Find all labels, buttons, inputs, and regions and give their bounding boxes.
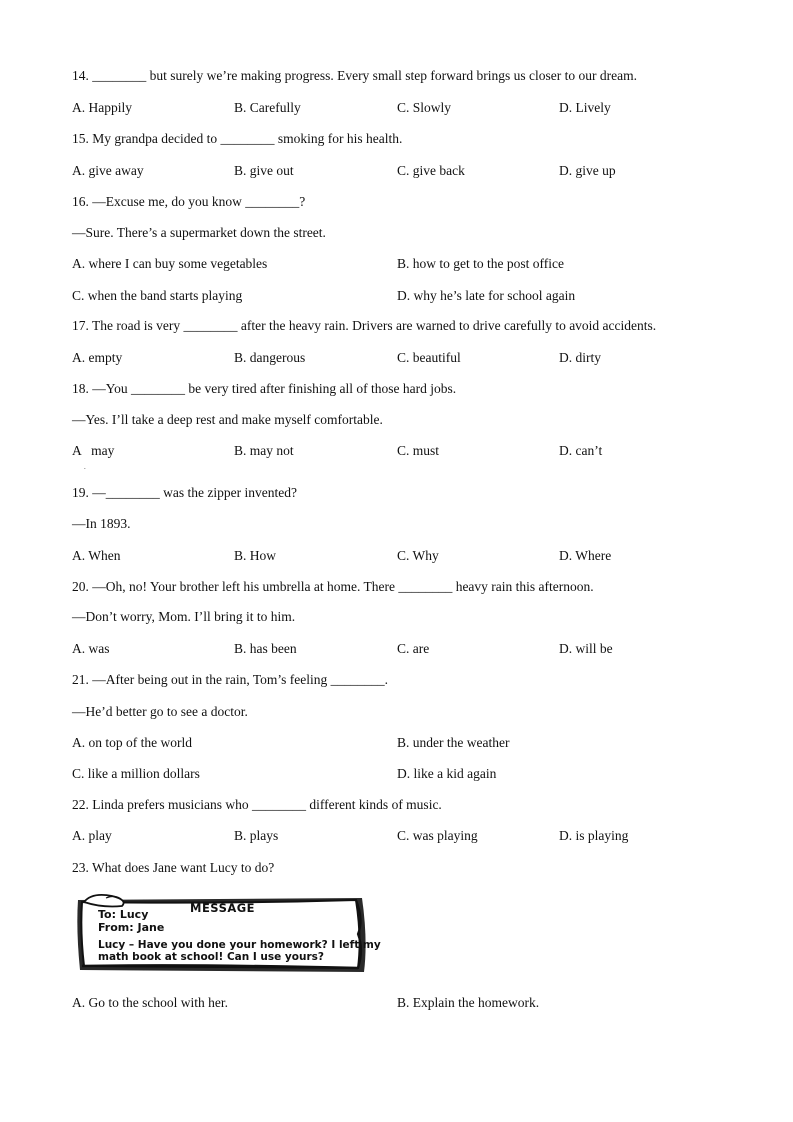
q18-option-c: C. must: [397, 443, 440, 458]
q19-option-c: C. Why: [397, 548, 439, 563]
q21-option-d: D. like a kid again: [397, 766, 497, 781]
q15-option-d: D. give up: [559, 163, 616, 178]
q16-dialogue-reply: —Sure. There’s a supermarket down the street.: [72, 225, 326, 240]
question-17-stem: 17. The road is very ________ after the heavy rain. Drivers are warned to drive carefully to avoid accidents.: [72, 318, 657, 333]
q18-option-b: B. may not: [234, 443, 294, 458]
q20-option-a: A. was: [72, 641, 110, 656]
q20-dialogue-reply: —Don’t worry, Mom. I’ll bring it to him.: [72, 609, 296, 624]
question-18-stem: 18. —You ________ be very tired after finishing all of those hard jobs.: [72, 381, 457, 396]
q17-option-a: A. empty: [72, 350, 123, 365]
stray-mark: .: [84, 463, 86, 471]
note-body-line-2: math book at school! Can I use yours?: [98, 951, 324, 963]
q23-option-b: B. Explain the homework.: [397, 995, 540, 1010]
q20-option-c: C. are: [397, 641, 430, 656]
question-23-stem: 23. What does Jane want Lucy to do?: [72, 860, 275, 875]
q19-option-d: D. Where: [559, 548, 612, 563]
q14-option-c: C. Slowly: [397, 100, 452, 115]
q19-option-a: A. When: [72, 548, 121, 563]
q21-option-c: C. like a million dollars: [72, 766, 200, 781]
q22-option-b: B. plays: [234, 828, 279, 843]
q17-option-b: B. dangerous: [234, 350, 306, 365]
note-title: MESSAGE: [190, 901, 256, 915]
q15-option-c: C. give back: [397, 163, 465, 178]
question-22-stem: 22. Linda prefers musicians who ________ different kinds of music.: [72, 797, 442, 812]
q18-option-d: D. can’t: [559, 443, 603, 458]
note-from: From: Jane: [98, 921, 165, 934]
q16-option-b: B. how to get to the post office: [397, 256, 564, 271]
q16-option-c: C. when the band starts playing: [72, 288, 243, 303]
q16-option-a: A. where I can buy some vegetables: [72, 256, 268, 271]
q15-option-b: B. give out: [234, 163, 294, 178]
q22-option-a: A. play: [72, 828, 112, 843]
q14-option-a: A. Happily: [72, 100, 132, 115]
note-to: To: Lucy: [98, 908, 149, 921]
q15-option-a: A. give away: [72, 163, 144, 178]
q17-option-d: D. dirty: [559, 350, 601, 365]
question-15-stem: 15. My grandpa decided to ________ smoking for his health.: [72, 131, 403, 146]
q23-option-a: A. Go to the school with her.: [72, 995, 228, 1010]
q19-dialogue-reply: —In 1893.: [72, 516, 131, 531]
q14-option-b: B. Carefully: [234, 100, 301, 115]
q21-dialogue-reply: —He’d better go to see a doctor.: [72, 704, 248, 719]
question-19-stem: 19. —________ was the zipper invented?: [72, 485, 297, 500]
question-20-stem: 20. —Oh, no! Your brother left his umbrella at home. There ________ heavy rain this afternoon.: [72, 579, 594, 594]
q20-option-d: D. will be: [559, 641, 613, 656]
q22-option-d: D. is playing: [559, 828, 629, 843]
q16-option-d: D. why he’s late for school again: [397, 288, 576, 303]
q21-option-b: B. under the weather: [397, 735, 510, 750]
q21-option-a: A. on top of the world: [72, 735, 192, 750]
q18-dialogue-reply: —Yes. I’ll take a deep rest and make myself comfortable.: [72, 412, 383, 427]
message-note-image: [72, 890, 381, 974]
q18-option-a: A may: [72, 443, 115, 458]
question-21-stem: 21. —After being out in the rain, Tom’s feeling ________.: [72, 672, 389, 687]
q22-option-c: C. was playing: [397, 828, 478, 843]
q19-option-b: B. How: [234, 548, 277, 563]
question-14-stem: 14. ________ but surely we’re making progress. Every small step forward brings us closer to our dream.: [72, 68, 637, 83]
question-16-stem: 16. —Excuse me, do you know ________?: [72, 194, 306, 209]
q17-option-c: C. beautiful: [397, 350, 461, 365]
q20-option-b: B. has been: [234, 641, 297, 656]
q14-option-d: D. Lively: [559, 100, 611, 115]
note-body-line-1: Lucy – Have you done your homework? I left my: [98, 939, 381, 951]
